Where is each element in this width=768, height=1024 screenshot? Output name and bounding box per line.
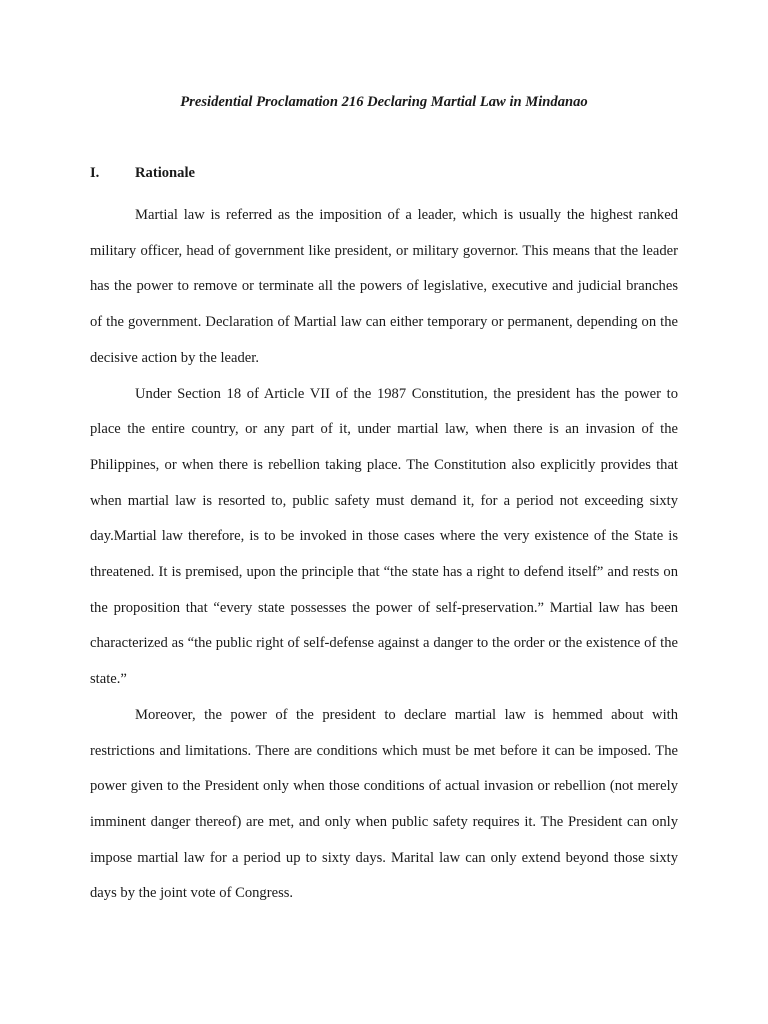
section-number: I. [90, 165, 100, 181]
section-title: Rationale [135, 165, 195, 181]
paragraph-constitution: Under Section 18 of Article VII of the 1987 Constitution, the president has the power to place the entire country, or any part of it, under martial law, when there is an invasion of the Philippines, or when there is rebellion taking place. The Constitution also explicitly provides that when martial law is resorted to, public safety must demand it, for a period not exceeding sixty day.Martial law therefore, is to be invoked in those cases where the very existence of the State is threatened. It is premised, upon the principle that “the state has a right to defend itself” and rests on the proposition that “every state possesses the power of self-preservation.” Martial law has been characterized as “the public right of self-defense against a danger to the order or the existence of the state.” [90, 385, 678, 688]
document-title: Presidential Proclamation 216 Declaring Martial Law in Mindanao [180, 94, 588, 110]
section-heading [90, 163, 195, 183]
paragraph-restrictions: Moreover, the power of the president to declare martial law is hemmed about with restrictions and limitations. There are conditions which must be met before it can be imposed. The power given to the President only when those conditions of actual invasion or rebellion (not merely imminent danger thereof) are met, and only when public safety requires it. The President can only impose martial law for a period up to sixty days. Marital law can only extend beyond those sixty days by the joint vote of Congress. [90, 706, 678, 902]
paragraph-definition: Martial law is referred as the imposition of a leader, which is usually the highest ranked military officer, head of government like president, or military governor. This means that the leader has the power to remove or terminate all the powers of legislative, executive and judicial branches of the government. Declaration of Martial law can either temporary or permanent, depending on the decisive action by the leader. [90, 207, 678, 366]
section-body [90, 198, 678, 912]
